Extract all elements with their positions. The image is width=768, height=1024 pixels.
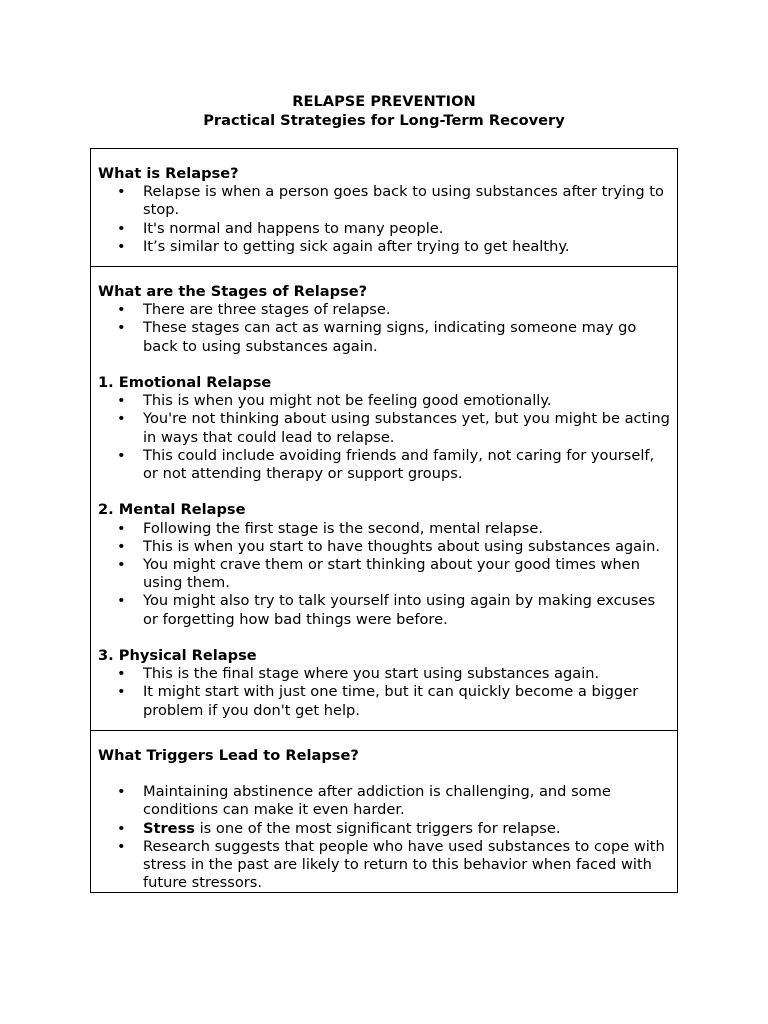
document-title: RELAPSE PREVENTION: [292, 93, 476, 110]
list-item: [98, 392, 671, 410]
bullet-list: [98, 392, 671, 483]
list-item: [98, 838, 671, 893]
list-item-text: You're not thinking about using substances yet, but you might be acting in ways that could lead to relapse.: [143, 410, 670, 446]
emphasis-text: Stress: [143, 819, 195, 837]
bullet-icon: •: [117, 301, 126, 319]
section-stages-of-relapse: [91, 266, 677, 730]
stage-heading-physical: 3. Physical Relapse: [98, 647, 257, 665]
list-item-text: Research suggests that people who have used substances to cope with stress in the past are likely to return to this behavior when faced with future stressors.: [143, 837, 665, 892]
section-triggers: [91, 730, 677, 893]
list-item-text: Following the first stage is the second, mental relapse.: [143, 519, 544, 537]
stage-heading-emotional: 1. Emotional Relapse: [98, 374, 272, 392]
bullet-icon: •: [117, 665, 126, 683]
list-item: [98, 520, 671, 538]
section-heading: What are the Stages of Relapse?: [98, 283, 368, 301]
list-item-text: This is when you might not be feeling good emotionally.: [143, 392, 552, 410]
bullet-icon: •: [117, 537, 126, 555]
list-item-text: There are three stages of relapse.: [143, 301, 391, 319]
list-item: [98, 683, 671, 719]
bullet-icon: •: [117, 819, 126, 837]
list-item-text: You might also try to talk yourself into using again by making excuses or forgetting how bad things were before.: [143, 592, 656, 628]
list-item-text: You might crave them or start thinking about your good times when using them.: [143, 556, 640, 592]
list-item: [98, 556, 671, 592]
list-item-text: It might start with just one time, but it can quickly become a bigger problem if you don't get help.: [143, 683, 639, 719]
bullet-icon: •: [117, 183, 126, 201]
content-table: [90, 148, 678, 893]
section-heading: What is Relapse?: [98, 165, 239, 182]
list-item-text: is one of the most significant triggers for relapse.: [194, 819, 561, 837]
list-item: [98, 538, 671, 556]
list-item: [98, 319, 671, 355]
bullet-list: [98, 183, 671, 256]
list-item-text: Maintaining abstinence after addiction is challenging, and some conditions can make it even harder.: [143, 783, 611, 819]
bullet-list: [98, 520, 671, 629]
list-item-text: This is when you start to have thoughts about using substances again.: [143, 537, 661, 555]
section-what-is-relapse: [91, 149, 677, 266]
document-subtitle: Practical Strategies for Long-Term Recovery: [203, 112, 565, 129]
bullet-list: [98, 301, 671, 356]
bullet-icon: •: [117, 237, 126, 255]
bullet-icon: •: [117, 446, 126, 464]
bullet-icon: •: [117, 783, 126, 801]
bullet-icon: •: [117, 556, 126, 574]
bullet-icon: •: [117, 219, 126, 237]
list-item: [98, 220, 671, 238]
list-item: [98, 447, 671, 483]
bullet-icon: •: [117, 392, 126, 410]
stage-heading-mental: 2. Mental Relapse: [98, 501, 246, 519]
list-item: [98, 183, 671, 219]
bullet-list: [98, 783, 671, 892]
bullet-icon: •: [117, 592, 126, 610]
list-item: [98, 820, 671, 838]
bullet-list: [98, 665, 671, 720]
list-item: [98, 301, 671, 319]
bullet-icon: •: [117, 319, 126, 337]
bullet-icon: •: [117, 837, 126, 855]
list-item-text: This is the final stage where you start using substances again.: [143, 665, 600, 683]
document-header: [0, 92, 768, 130]
list-item-text: Relapse is when a person goes back to using substances after trying to stop.: [143, 183, 664, 219]
list-item-text: This could include avoiding friends and family, not caring for yourself, or not attending therapy or support groups.: [143, 446, 655, 483]
bullet-icon: •: [117, 410, 126, 428]
list-item: [98, 783, 671, 819]
list-item: [98, 410, 671, 446]
list-item-text: These stages can act as warning signs, indicating someone may go back to using substances again.: [143, 319, 637, 355]
section-heading: What Triggers Lead to Relapse?: [98, 746, 359, 764]
list-item: [98, 665, 671, 683]
list-item: [98, 592, 671, 628]
list-item-text: It's normal and happens to many people.: [143, 219, 444, 237]
bullet-icon: •: [117, 683, 126, 701]
list-item: [98, 238, 671, 256]
list-item-text: It’s similar to getting sick again after trying to get healthy.: [143, 237, 570, 255]
bullet-icon: •: [117, 519, 126, 537]
